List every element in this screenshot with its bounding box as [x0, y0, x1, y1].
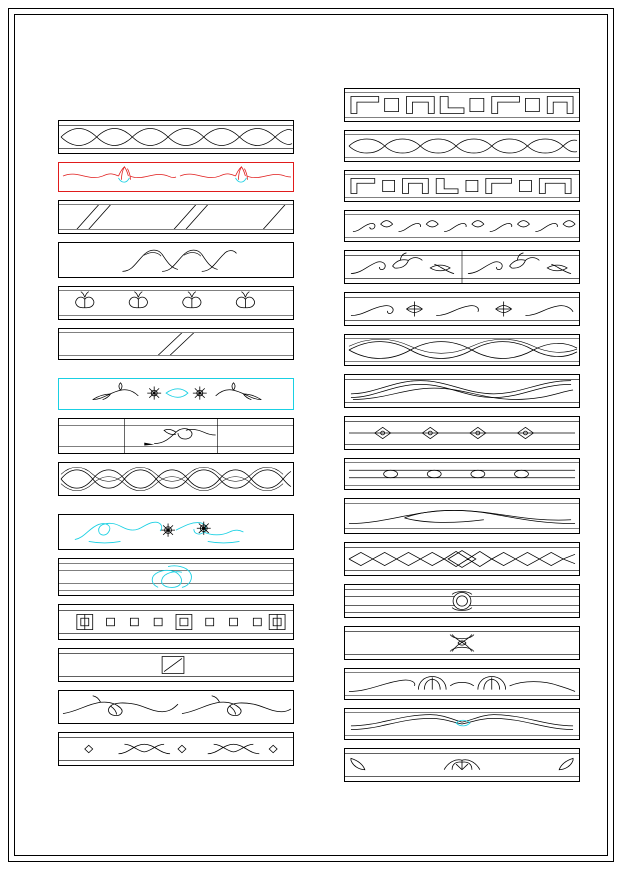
leaf-spray-panel-icon	[59, 419, 293, 453]
border-band-L14	[58, 690, 294, 724]
star-left	[406, 301, 422, 316]
star-right	[496, 301, 512, 316]
interlaced-loops-icon	[59, 559, 293, 595]
lens-taper-icon	[345, 499, 579, 533]
border-band-R07	[344, 334, 580, 366]
diagonal-stripes-icon	[59, 201, 293, 233]
star-blossom-icon	[345, 293, 579, 325]
medallion-right	[269, 614, 285, 629]
palmette-fan-icon	[345, 669, 579, 699]
oval-chain-icon	[345, 131, 579, 161]
circle-bosses-icon	[345, 459, 579, 489]
leaf-diamond-icon	[59, 733, 293, 765]
wave-braid-long-icon	[345, 335, 579, 365]
diagonal-stripes-wide-icon	[59, 329, 293, 359]
border-band-R02	[344, 130, 580, 162]
dot-square	[230, 618, 238, 626]
border-band-L12	[58, 604, 294, 640]
border-band-R01	[344, 88, 580, 122]
floral-spray-twin-icon	[345, 251, 579, 283]
dot-square	[154, 618, 162, 626]
corner-leaf-blossom-icon	[345, 749, 579, 781]
left-column	[58, 120, 294, 766]
lotus-leaf-icon	[345, 211, 579, 241]
border-band-R17	[344, 748, 580, 782]
border-band-L15	[58, 732, 294, 766]
dot-square	[130, 618, 138, 626]
braid-wave-icon	[59, 121, 293, 153]
palmette-left	[418, 677, 446, 690]
border-band-R16	[344, 708, 580, 740]
greek-key-2-icon	[345, 171, 579, 201]
greek-key-icon	[345, 89, 579, 121]
rosette-b	[197, 522, 211, 535]
border-band-L03	[58, 200, 294, 234]
border-band-L09	[58, 462, 294, 496]
border-band-L10	[58, 514, 294, 550]
dot-square	[253, 618, 261, 626]
border-band-R15	[344, 668, 580, 700]
dot-square	[107, 618, 115, 626]
floral-scroll-icon	[59, 163, 293, 191]
border-band-R05	[344, 250, 580, 284]
border-band-R10	[344, 458, 580, 490]
border-band-R11	[344, 498, 580, 534]
right-column	[344, 88, 580, 782]
center-blossom	[444, 760, 480, 770]
ribbon-wave-icon	[345, 375, 579, 407]
ring-medallion-icon	[345, 585, 579, 617]
palmette-right	[478, 677, 506, 690]
border-band-R12	[344, 542, 580, 576]
rosette-vine-icon	[59, 379, 293, 409]
ribbon-bow-icon	[345, 709, 579, 739]
rosette-left	[147, 387, 161, 400]
border-band-L07	[58, 378, 294, 410]
dot-square	[206, 618, 214, 626]
braid-four-strand-icon	[59, 463, 293, 495]
square-medallions-icon	[59, 605, 293, 639]
medallion-left	[77, 614, 93, 629]
flowering-vine-icon	[59, 515, 293, 549]
rosette-a	[161, 524, 175, 537]
border-band-R03	[344, 170, 580, 202]
border-band-L02	[58, 162, 294, 192]
knot-ornament-icon	[345, 627, 579, 659]
diamond-bosses-icon	[345, 417, 579, 449]
border-band-L04	[58, 242, 294, 278]
lotus-buds-icon	[59, 287, 293, 319]
border-band-R13	[344, 584, 580, 618]
border-band-L05	[58, 286, 294, 320]
border-band-R06	[344, 292, 580, 326]
border-band-L11	[58, 558, 294, 596]
border-band-R14	[344, 626, 580, 660]
s-curve-ribbon-icon	[59, 243, 293, 277]
center-square-panel-icon	[59, 649, 293, 681]
bud-tendril-icon	[59, 691, 293, 723]
border-band-R08	[344, 374, 580, 408]
medallion-center	[176, 614, 192, 629]
border-band-L13	[58, 648, 294, 682]
border-band-L06	[58, 328, 294, 360]
border-band-R09	[344, 416, 580, 450]
diamond-chain-icon	[345, 543, 579, 575]
border-band-L08	[58, 418, 294, 454]
rosette-right	[193, 387, 207, 400]
border-band-R04	[344, 210, 580, 242]
border-band-L01	[58, 120, 294, 154]
